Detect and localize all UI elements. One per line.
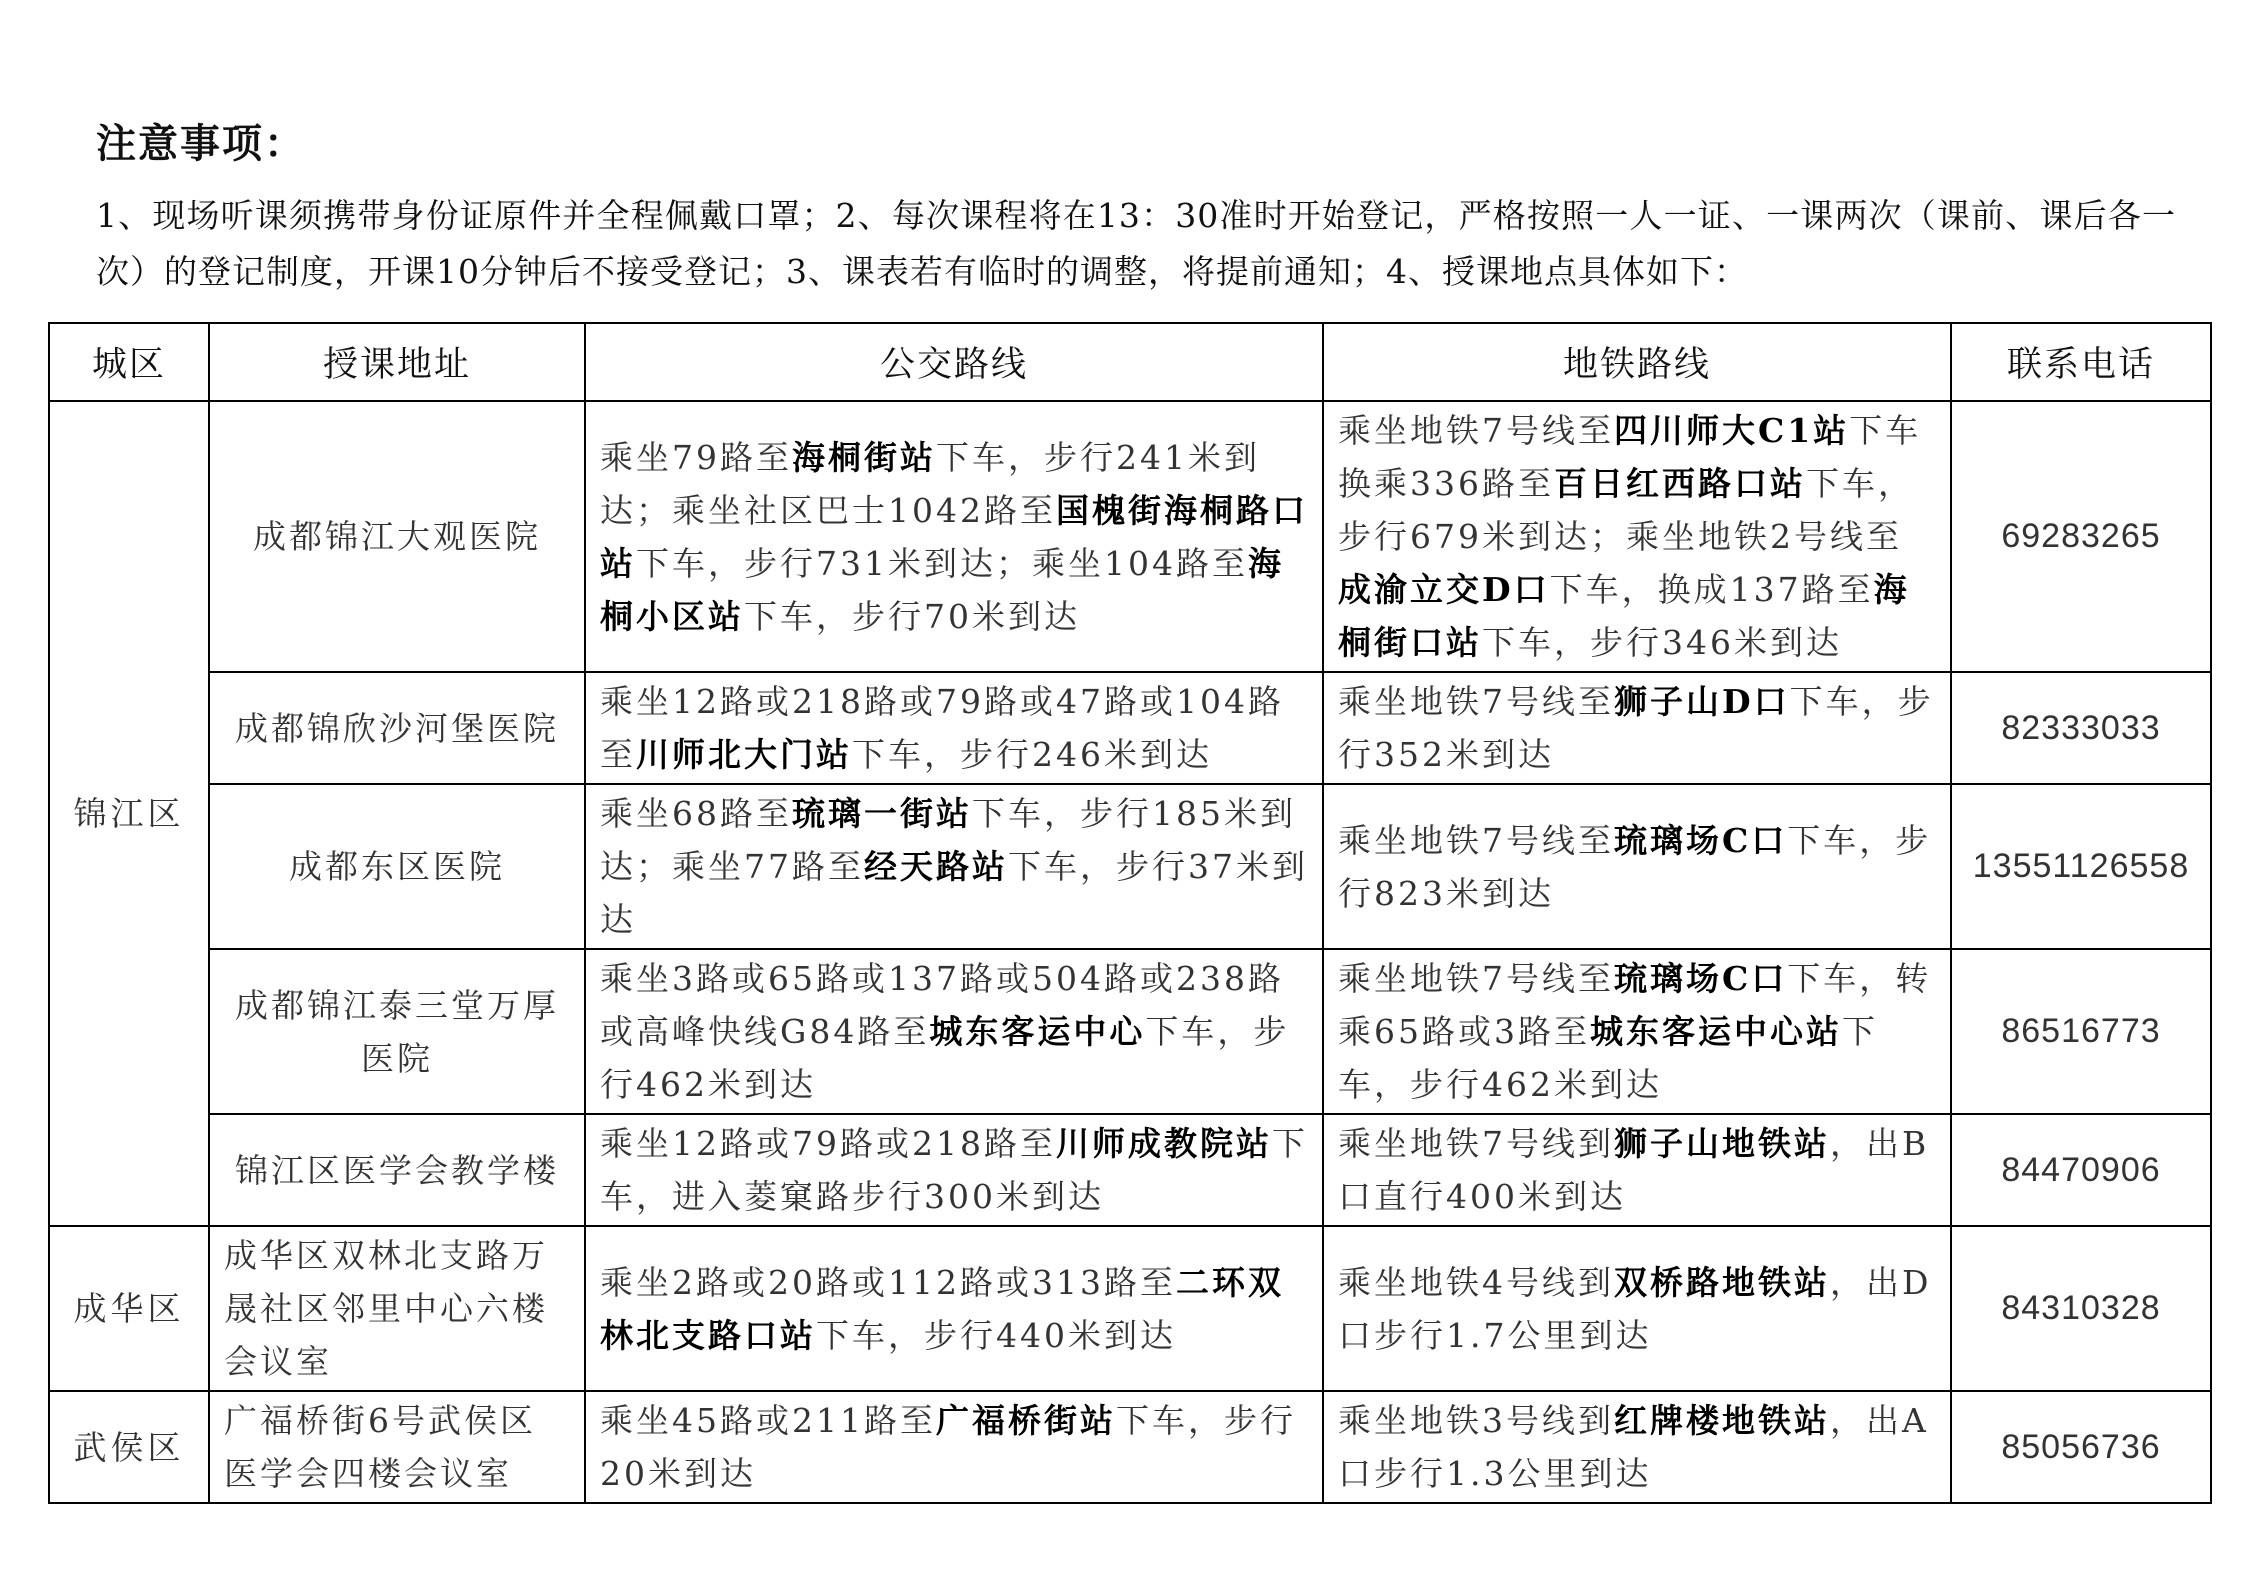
table-row <box>49 949 2211 1114</box>
stop-name: 双桥路地铁站 <box>1614 1262 1830 1302</box>
page-heading: 注意事项： <box>96 120 306 167</box>
route-text: 下车，步行241米到达；乘坐社区巴士1042路至 <box>600 437 1260 530</box>
table-row <box>49 1391 2211 1503</box>
stop-name: 广福桥街站 <box>935 1401 1116 1440</box>
header-address: 授课地址 <box>209 323 585 401</box>
stop-name: 四川师大C1站 <box>1614 411 1850 450</box>
stop-name: 狮子山地铁站 <box>1614 1124 1830 1163</box>
bus-route-cell <box>585 1114 1323 1226</box>
stop-name: 海桐街站 <box>792 437 936 477</box>
route-text: 乘坐地铁7号线至 <box>1338 820 1614 860</box>
address-cell: 广福桥街6号武侯区医学会四楼会议室 <box>209 1391 585 1503</box>
route-text: 下车，转乘65路或3路至 <box>1338 959 1932 1051</box>
route-text: 乘坐2路或20路或112路或313路至 <box>600 1262 1176 1302</box>
route-text: 下车，步行352米到达 <box>1338 682 1934 774</box>
stop-name: 经天路站 <box>864 847 1008 886</box>
stop-name: 琉璃场C口 <box>1614 959 1788 998</box>
route-text: 乘坐79路至 <box>600 437 792 477</box>
route-text: 下车，进入菱窠路步行300米到达 <box>600 1124 1308 1216</box>
address-cell: 成都锦欣沙河堡医院 <box>209 672 585 784</box>
stop-name: 城东客运中心 <box>929 1012 1146 1051</box>
header-metro-route: 地铁路线 <box>1323 323 1951 401</box>
table-header-row <box>49 323 2211 401</box>
district-cell: 成华区 <box>49 1226 209 1391</box>
phone-cell: 13551126558 <box>1951 784 2211 949</box>
route-text: 乘坐45路或211路至 <box>600 1401 936 1440</box>
route-text: 乘坐地铁7号线至 <box>1338 959 1614 998</box>
header-district: 城区 <box>49 323 209 401</box>
route-text: 乘坐3路或65路或137路或504路或238路或高峰快线G84路至 <box>600 959 1284 1051</box>
route-text: 下车，步行70米到达 <box>744 596 1080 636</box>
route-text: 下车，步行731米到达；乘坐104路至 <box>636 543 1248 583</box>
metro-route-cell <box>1323 1391 1951 1503</box>
route-text: 乘坐地铁3号线到 <box>1338 1401 1614 1440</box>
route-text: 下车，步行346米到达 <box>1482 623 1842 662</box>
route-text: 乘坐地铁7号线至 <box>1338 411 1614 450</box>
table-row <box>49 1226 2211 1391</box>
address-cell: 成都锦江泰三堂万厚医院 <box>209 949 585 1114</box>
route-text: 下车，步行462米到达 <box>1338 1012 1878 1104</box>
route-text: 下车，步行823米到达 <box>1338 820 1932 913</box>
stop-name: 城东客运中心站 <box>1590 1012 1842 1051</box>
stop-name: 海桐小区站 <box>600 543 1284 636</box>
route-text: 下车，换成137路至 <box>1549 570 1874 609</box>
phone-cell: 82333033 <box>1951 672 2211 784</box>
route-text: 乘坐12路或218路或79路或47路或104路至 <box>600 682 1284 774</box>
route-text: 乘坐12路或79路或218路至 <box>600 1124 1056 1163</box>
address-cell: 成都锦江大观医院 <box>209 401 585 672</box>
phone-cell: 84310328 <box>1951 1226 2211 1391</box>
route-text: 下车，步行246米到达 <box>852 735 1212 774</box>
bus-route-cell <box>585 784 1323 949</box>
bus-route-cell <box>585 1226 1323 1391</box>
bus-route-cell <box>585 1391 1323 1503</box>
stop-name: 川师成教院站 <box>1055 1124 1272 1163</box>
metro-route-cell <box>1323 784 1951 949</box>
route-text: 乘坐地铁7号线到 <box>1338 1124 1614 1163</box>
metro-route-cell <box>1323 672 1951 784</box>
address-cell: 成华区双林北支路万晟社区邻里中心六楼会议室 <box>209 1226 585 1391</box>
stop-name: 二环双林北支路口站 <box>600 1262 1284 1355</box>
bus-route-cell <box>585 672 1323 784</box>
route-text: 下车，步行20米到达 <box>600 1401 1296 1493</box>
route-text: 下车，步行37米到达 <box>600 847 1308 939</box>
phone-cell: 69283265 <box>1951 401 2211 672</box>
address-cell: 成都东区医院 <box>209 784 585 949</box>
route-text: 下车，步行440米到达 <box>816 1315 1176 1355</box>
phone-cell: 84470906 <box>1951 1114 2211 1226</box>
district-cell: 锦江区 <box>49 401 209 1226</box>
notes-paragraph: 1、现场听课须携带身份证原件并全程佩戴口罩；2、每次课程将在13：30准时开始登记，严格按照一人一证、一课两次（课前、课后各一次）的登记制度，开课10分钟后不接受登记；3、课表若有临时的调整，将提前通知；4、授课地点具体如下： <box>96 196 2176 291</box>
stop-name: 琉璃场C口 <box>1614 820 1788 860</box>
district-cell: 武侯区 <box>49 1391 209 1503</box>
stop-name: 国槐街海桐路口站 <box>600 490 1308 583</box>
route-text: ，出A口步行1.3公里到达 <box>1338 1401 1929 1493</box>
bus-route-cell <box>585 949 1323 1114</box>
table-row <box>49 672 2211 784</box>
stop-name: 百日红西路口站 <box>1554 464 1806 503</box>
stop-name: 成渝立交D口 <box>1338 570 1550 609</box>
metro-route-cell <box>1323 949 1951 1114</box>
stop-name: 川师北大门站 <box>636 735 852 774</box>
route-text: 下车，步行679米到达；乘坐地铁2号线至 <box>1338 464 1914 556</box>
stop-name: 狮子山D口 <box>1614 682 1790 721</box>
bus-route-cell <box>585 401 1323 672</box>
stop-name: 海桐街口站 <box>1338 570 1910 662</box>
route-text: 乘坐68路至 <box>600 794 792 833</box>
route-text: 下车，步行462米到达 <box>600 1012 1290 1104</box>
metro-route-cell <box>1323 1226 1951 1391</box>
metro-route-cell <box>1323 1114 1951 1226</box>
table-row <box>49 401 2211 672</box>
header-bus-route: 公交路线 <box>585 323 1323 401</box>
header-phone: 联系电话 <box>1951 323 2211 401</box>
table-row <box>49 1114 2211 1226</box>
venue-table <box>48 322 2212 1504</box>
stop-name: 琉璃一街站 <box>792 794 972 833</box>
table-row <box>49 784 2211 949</box>
route-text: 下车换乘336路至 <box>1338 411 1922 503</box>
phone-cell: 86516773 <box>1951 949 2211 1114</box>
route-text: 乘坐地铁4号线到 <box>1338 1262 1614 1302</box>
stop-name: 红牌楼地铁站 <box>1614 1401 1830 1440</box>
route-text: 乘坐地铁7号线至 <box>1338 682 1614 721</box>
address-cell: 锦江区医学会教学楼 <box>209 1114 585 1226</box>
metro-route-cell <box>1323 401 1951 672</box>
route-text: ，出D口步行1.7公里到达 <box>1338 1262 1932 1355</box>
phone-cell: 85056736 <box>1951 1391 2211 1503</box>
route-text: 下车，步行185米到达；乘坐77路至 <box>600 794 1296 886</box>
route-text: ，出B口直行400米到达 <box>1338 1124 1930 1216</box>
